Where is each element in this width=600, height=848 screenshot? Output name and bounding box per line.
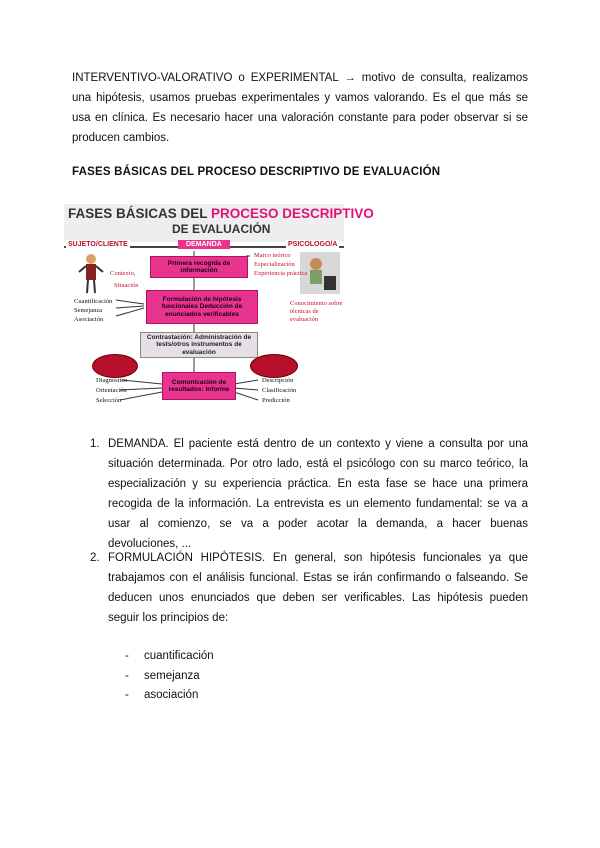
left-item-asociacion: Asociación: [74, 316, 104, 323]
left-bottom-orientacion: Orientación: [96, 387, 127, 394]
section-heading: FASES BÁSICAS DEL PROCESO DESCRIPTIVO DE EVALUACIÓN: [72, 166, 441, 178]
list-item-formulacion: [72, 548, 528, 628]
box-formulacion-hipotesis: Formulación de hipótesis funcionales Deducción de enunciados verificables: [146, 290, 258, 324]
box-primera-recogida: Primera recogida de información: [150, 256, 248, 278]
list-number: 2.: [90, 552, 100, 564]
left-bottom-seleccion: Selección: [96, 397, 122, 404]
principle-text: asociación: [144, 689, 199, 701]
left-item-cuantificacion: Cuantificación: [74, 298, 113, 305]
box-contrastacion: Contrastación: Administración de tests/otros instrumentos de evaluación: [140, 332, 258, 358]
tag-demanda: DEMANDA: [178, 240, 230, 249]
tag-psicologo: PSICOLOGO/A: [288, 241, 338, 248]
principle-text: semejanza: [144, 670, 200, 682]
note-marco-teorico: Marco teórico: [254, 252, 291, 259]
principle-text: cuantificación: [144, 650, 214, 662]
right-bottom-clasificacion: Clasificación: [262, 387, 297, 394]
list-item-demanda: [72, 434, 528, 554]
list-item-text: FORMULACIÓN HIPÓTESIS. En general, son hipótesis funcionales ya que trabajamos con el análisis funcional. Estas se irán confirmando o falseando. Se deducen unos enunciados que deben ser verificables. Las hipótesis pueden seguir los principios de:: [108, 552, 528, 624]
list-number: 1.: [90, 438, 100, 450]
box-comunicacion-resultados: Comunicación de resultados: Informe: [162, 372, 236, 400]
left-bottom-diagnostico: Diagnóstico: [96, 377, 128, 384]
list-item-text: DEMANDA. El paciente está dentro de un contexto y viene a consulta por una situación determinada. Por otro lado, está el psicólogo con su marco teórico, la especialización y su experiencia práctica. En esta fase se hace una primera recogida de la información. La entrevista es un elemento fundamental: se va a usar al comienzo, se va a poder acotar la demanda, a hacer buenas devoluciones, ...: [108, 438, 528, 550]
note-especializacion: Especialización: [254, 261, 295, 268]
note-conocimiento-tecnicas: Conocimiento sobre técnicas de evaluación: [290, 300, 343, 323]
figure-title-part2: PROCESO DESCRIPTIVO: [211, 206, 374, 221]
oval-caracteristicas: [250, 354, 298, 378]
label-contexto: Contexto,: [110, 270, 136, 277]
figure-title-line2: DE EVALUACIÓN: [172, 222, 271, 236]
right-bottom-descripcion: Descripción: [262, 377, 294, 384]
right-bottom-prediccion: Predicción: [262, 397, 290, 404]
intro-paragraph: INTERVENTIVO-VALORATIVO o EXPERIMENTAL → motivo de consulta, realizamos una hipótesis, usamos pruebas experimentales y vamos valorando. Es el que más se usa en clínica. Es necesario hacer una valoración constante para poder observar si se producen cambios.: [72, 72, 528, 144]
left-item-semejanza: Semejanza: [74, 307, 103, 314]
label-situacion: Situación: [114, 282, 139, 289]
figure-title-part1: FASES BÁSICAS DEL: [68, 206, 212, 221]
process-diagram-figure: [64, 204, 374, 414]
oval-objetivos: [92, 354, 138, 378]
note-experiencia: Experiencia práctica: [254, 270, 308, 277]
tag-sujeto-cliente: SUJETO/CLIENTE: [68, 241, 128, 248]
